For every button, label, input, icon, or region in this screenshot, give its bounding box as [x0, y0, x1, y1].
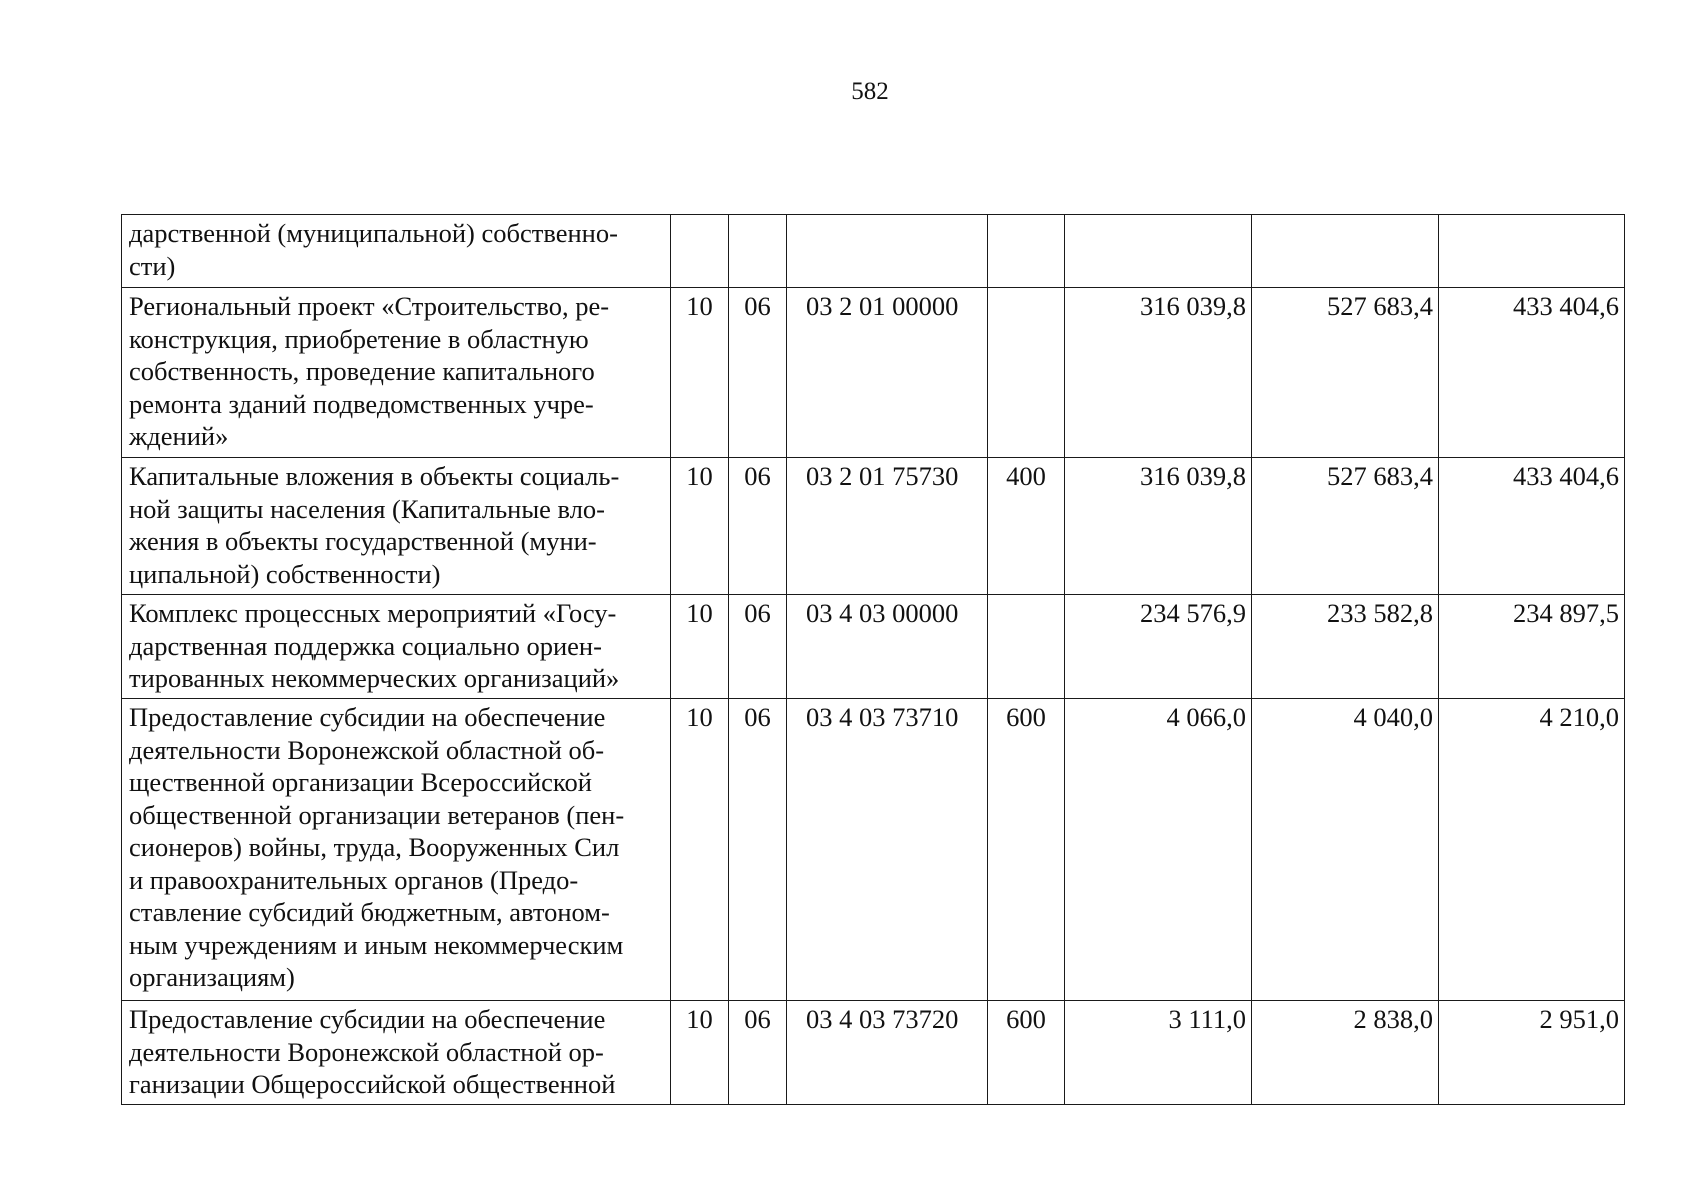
name-line: Региональный проект «Строительство, ре- — [129, 291, 610, 321]
name-line: ным учреждениям и иным некоммерческим — [129, 929, 624, 960]
target-article-cell: 03 4 03 73710 — [787, 699, 988, 1001]
name-line: сионеров) войны, труда, Вооруженных Сил — [129, 832, 620, 862]
amount-year2-cell — [1252, 215, 1439, 288]
name-line: деятельности Воронежской областной ор- — [129, 1036, 604, 1067]
expense-type-cell: 400 — [988, 458, 1065, 595]
expense-type-cell: 600 — [988, 1001, 1065, 1105]
expense-type-cell: 600 — [988, 699, 1065, 1001]
subsection-cell: 06 — [729, 458, 787, 595]
amount-year1-cell — [1065, 215, 1252, 288]
section-cell: 10 — [671, 458, 729, 595]
name-line: собственность, проведение капитального — [129, 356, 595, 386]
section-cell: 10 — [671, 288, 729, 458]
amount-year3-cell: 2 951,0 — [1439, 1001, 1625, 1105]
table-row — [122, 699, 1625, 1001]
amount-year1-cell: 316 039,8 — [1065, 458, 1252, 595]
amount-year1-cell: 316 039,8 — [1065, 288, 1252, 458]
row-name-cell — [122, 699, 671, 1001]
name-line: дарственной (муниципальной) собственно- — [129, 218, 618, 248]
target-article-cell — [787, 215, 988, 288]
amount-year2-cell: 527 683,4 — [1252, 458, 1439, 595]
amount-year3-cell — [1439, 215, 1625, 288]
name-line: ципальной) собственности) — [129, 558, 441, 589]
amount-year1-cell: 3 111,0 — [1065, 1001, 1252, 1105]
expense-type-cell — [988, 595, 1065, 699]
row-name-cell — [122, 595, 671, 699]
amount-year3-cell: 234 897,5 — [1439, 595, 1625, 699]
amount-year1-cell: 234 576,9 — [1065, 595, 1252, 699]
section-cell — [671, 215, 729, 288]
section-cell: 10 — [671, 1001, 729, 1105]
subsection-cell: 06 — [729, 595, 787, 699]
amount-year2-cell: 2 838,0 — [1252, 1001, 1439, 1105]
amount-year3-cell: 4 210,0 — [1439, 699, 1625, 1001]
amount-year1-cell: 4 066,0 — [1065, 699, 1252, 1001]
row-name-cell — [122, 288, 671, 458]
page-number: 582 — [851, 78, 889, 105]
budget-table — [121, 214, 1625, 1105]
name-line: Комплекс процессных мероприятий «Госу- — [129, 598, 617, 628]
target-article-cell: 03 2 01 75730 — [787, 458, 988, 595]
amount-year2-cell: 4 040,0 — [1252, 699, 1439, 1001]
table-row — [122, 215, 1625, 288]
target-article-cell: 03 2 01 00000 — [787, 288, 988, 458]
amount-year3-cell: 433 404,6 — [1439, 288, 1625, 458]
name-line: ремонта зданий подведомственных учре- — [129, 388, 594, 419]
subsection-cell: 06 — [729, 699, 787, 1001]
table-row — [122, 458, 1625, 595]
name-line: и правоохранительных органов (Предо- — [129, 864, 579, 895]
table-row — [122, 288, 1625, 458]
table-row — [122, 1001, 1625, 1105]
section-cell: 10 — [671, 699, 729, 1001]
name-line: дарственная поддержка социально ориен- — [129, 630, 602, 661]
name-line: Предоставление субсидии на обеспечение — [129, 1004, 606, 1034]
expense-type-cell — [988, 288, 1065, 458]
name-line: конструкция, приобретение в областную — [129, 323, 589, 354]
name-line: общественной организации ветеранов (пен- — [129, 799, 625, 830]
name-line: жения в объекты государственной (муни- — [129, 526, 597, 556]
row-name-cell — [122, 1001, 671, 1105]
name-line: тированных некоммерческих организаций» — [129, 663, 620, 693]
target-article-cell: 03 4 03 00000 — [787, 595, 988, 699]
name-line: щественной организации Всероссийской — [129, 767, 592, 797]
row-name-cell — [122, 458, 671, 595]
expense-type-cell — [988, 215, 1065, 288]
table-row — [122, 595, 1625, 699]
amount-year3-cell: 433 404,6 — [1439, 458, 1625, 595]
amount-year2-cell: 527 683,4 — [1252, 288, 1439, 458]
name-line: ной защиты населения (Капитальные вло- — [129, 493, 605, 524]
section-cell: 10 — [671, 595, 729, 699]
name-line: деятельности Воронежской областной об- — [129, 734, 605, 765]
name-line: сти) — [129, 250, 176, 281]
target-article-cell: 03 4 03 73720 — [787, 1001, 988, 1105]
name-line: Предоставление субсидии на обеспечение — [129, 702, 606, 732]
subsection-cell: 06 — [729, 288, 787, 458]
amount-year2-cell: 233 582,8 — [1252, 595, 1439, 699]
name-line: организациям) — [129, 962, 295, 992]
name-line: ганизации Общероссийской общественной — [129, 1069, 616, 1099]
row-name-cell — [122, 215, 671, 288]
name-line: ставление субсидий бюджетным, автоном- — [129, 897, 610, 927]
name-line: ждений» — [129, 421, 229, 451]
subsection-cell: 06 — [729, 1001, 787, 1105]
subsection-cell — [729, 215, 787, 288]
name-line: Капитальные вложения в объекты социаль- — [129, 461, 620, 491]
